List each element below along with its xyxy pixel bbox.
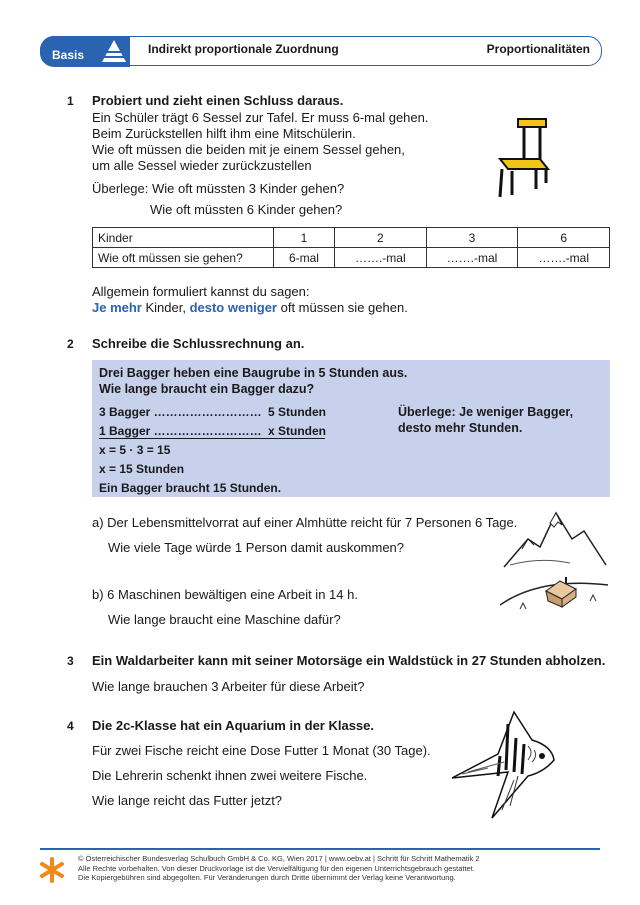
page-title: Indirekt proportionale Zuordnung	[148, 42, 339, 56]
task-4-heading: Die 2c-Klasse hat ein Aquarium in der Klasse.	[92, 718, 375, 733]
task-1-table	[92, 227, 610, 268]
rule-text: oft müssen sie gehen.	[277, 300, 408, 315]
task-4-number: 4	[67, 719, 74, 733]
example-result: Ein Bagger braucht 15 Stunden.	[99, 481, 282, 495]
task-1-text	[92, 110, 428, 174]
example-row-1-value: 5 Stunden	[268, 405, 327, 419]
hint-line: desto mehr Stunden.	[398, 421, 523, 435]
task-1-line: um alle Sessel wieder zurückzustellen	[92, 158, 312, 173]
footer-text	[78, 854, 480, 883]
answer-field[interactable]: …….-mal	[518, 248, 610, 268]
example-row-2-value: x Stunden	[268, 424, 327, 438]
example-row-2: 1 Bagger ………………………	[99, 424, 325, 439]
table-cell: 6-mal	[274, 248, 335, 268]
table-cell: 6	[518, 228, 610, 248]
task-4-line-1: Für zwei Fische reicht eine Dose Futter 1 Monat (30 Tage).	[92, 743, 431, 758]
table-row	[93, 228, 610, 248]
hint-line: Überlege: Je weniger Bagger,	[398, 405, 574, 419]
task-3-heading: Ein Waldarbeiter kann mit seiner Motorsäge ein Waldstück in 27 Stunden abholzen.	[92, 653, 606, 668]
example-line: Wie lange braucht ein Bagger dazu?	[99, 382, 315, 396]
task-2-heading: Schreibe die Schlussrechnung an.	[92, 336, 305, 351]
angelfish-illustration	[448, 710, 558, 822]
task-2a-text: a) Der Lebensmittelvorrat auf einer Almhütte reicht für 7 Personen 6 Tage.	[92, 515, 518, 530]
rule-je: Je mehr	[92, 300, 142, 315]
copyright-line: Die Kopiergebühren sind abgegolten. Für Veränderungen durch Dritte übernimmt der Verlag keine Verantwortung.	[78, 873, 456, 882]
table-cell: 1	[274, 228, 335, 248]
example-hint	[398, 404, 573, 436]
footer-divider	[40, 848, 600, 850]
table-row	[93, 248, 610, 268]
task-2-number: 2	[67, 337, 74, 351]
table-cell: Wie oft müssen sie gehen?	[93, 248, 274, 268]
table-cell: Kinder	[93, 228, 274, 248]
example-calc-1: x = 5 · 3 = 15	[99, 443, 171, 457]
chair-illustration	[490, 115, 560, 200]
rule-statement	[92, 300, 408, 315]
task-3-question: Wie lange brauchen 3 Arbeiter für diese Arbeit?	[92, 679, 365, 694]
answer-field[interactable]: …….-mal	[334, 248, 426, 268]
example-intro	[99, 365, 407, 397]
task-1-question-2: Wie oft müssten 6 Kinder gehen?	[150, 202, 343, 217]
triangle-level-icon	[100, 38, 128, 64]
rule-desto: desto weniger	[189, 300, 277, 315]
task-1-line: Beim Zurückstellen hilft ihm eine Mitschülerin.	[92, 126, 356, 141]
example-calc-2: x = 15 Stunden	[99, 462, 185, 476]
task-1-heading: Probiert und zieht einen Schluss daraus.	[92, 93, 344, 108]
copyright-line: © Österreichischer Bundesverlag Schulbuch GmbH & Co. KG, Wien 2017 | www.oebv.at | Schritt für Schritt Mathematik 2	[78, 854, 480, 863]
general-statement: Allgemein formuliert kannst du sagen:	[92, 284, 310, 299]
task-1-number: 1	[67, 94, 74, 108]
table-cell: 2	[334, 228, 426, 248]
table-cell: 3	[426, 228, 518, 248]
example-line: Drei Bagger heben eine Baugrube in 5 Stunden aus.	[99, 366, 408, 380]
task-1-line: Wie oft müssen die beiden mit je einem Sessel gehen,	[92, 142, 405, 157]
task-4-line-2: Die Lehrerin schenkt ihnen zwei weitere Fische.	[92, 768, 368, 783]
level-badge-label: Basis	[52, 48, 85, 62]
publisher-logo-icon	[40, 857, 64, 883]
task-4-question: Wie lange reicht das Futter jetzt?	[92, 793, 283, 808]
mountain-hut-illustration	[500, 505, 610, 617]
task-3-number: 3	[67, 654, 74, 668]
section-title: Proportionalitäten	[486, 42, 590, 56]
task-2b-question: Wie lange braucht eine Maschine dafür?	[108, 612, 341, 627]
rule-text: Kinder,	[141, 300, 190, 315]
copyright-line: Alle Rechte vorbehalten. Von dieser Druckvorlage ist die Vervielfältigung für den eigenen Unterrichtsgebrauch gestattet.	[78, 863, 475, 873]
task-1-question-1: Überlege: Wie oft müssten 3 Kinder gehen?	[92, 181, 345, 196]
answer-field[interactable]: …….-mal	[426, 248, 518, 268]
task-2a-question: Wie viele Tage würde 1 Person damit auskommen?	[108, 540, 405, 555]
example-row-1: 3 Bagger ………………………	[99, 405, 262, 419]
task-1-line: Ein Schüler trägt 6 Sessel zur Tafel. Er muss 6-mal gehen.	[92, 110, 429, 125]
task-2b-text: b) 6 Maschinen bewältigen eine Arbeit in 14 h.	[92, 587, 358, 602]
